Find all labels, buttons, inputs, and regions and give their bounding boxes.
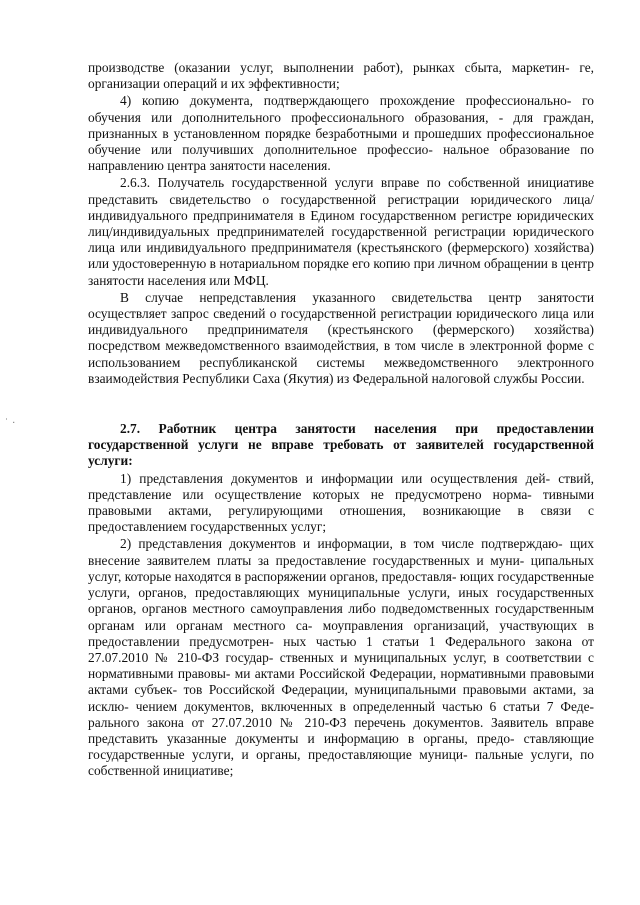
paragraph-non-submission: В случае непредставления указанного свидетельства центр занятости осуществляет запрос сведений о государственной регистрации юридического лица или индивидуального предпринимателя (крестьянского (фермерского) хозяйства) посредством межведомственного взаимодействия, в том числе в электронной форме с использованием республиканской системы межведомственного электронного взаимодействия Республики Саха (Якутия) из Федеральной налоговой службы России. bbox=[88, 289, 594, 386]
scan-artifact: ˙ · bbox=[4, 418, 16, 429]
paragraph-item-1: 1) представления документов и информации или осуществления дей- ствий, представление или осуществление которых не предусмотрено норма- тивными правовыми актами, регулирующими отношения, возникающие в связи с предоставлением государственных услуг; bbox=[88, 470, 594, 535]
paragraph-continuation: производстве (оказании услуг, выполнении работ), рынках сбыта, маркетин- ге, организации операций и их эффективности; bbox=[88, 60, 594, 92]
section-heading-2-7: 2.7. Работник центра занятости населения при предоставлении государственной услуги не вправе требовать от заявителей государственной услуги: bbox=[88, 421, 594, 469]
paragraph-item-4: 4) копию документа, подтверждающего прохождение профессионально- го обучения или дополнительного профессионального образования, - для граждан, признанных в установленном порядке безработными и прошедших профессиональное обучение или получивших дополнительное профессио- нальное образование по направлению центра занятости населения. bbox=[88, 93, 594, 174]
paragraph-2-6-3: 2.6.3. Получатель государственной услуги вправе по собственной инициативе представить свидетельство о государственной регистрации юридического лица/индивидуального предпринимателя в Едином государственном регистре юридических лиц/индивидуальных предпринимателей государственной регистрации юридического лица или индивидуального предпринимателя (крестьянского (фермерского) хозяйства) или удостоверенную в нотариальном порядке его копию при личном обращении в центр занятости населения или МФЦ. bbox=[88, 175, 594, 288]
paragraph-item-2: 2) представления документов и информации, в том числе подтверждаю- щих внесение заявителем платы за предоставление государственных и муни- ципальных услуг, которые находятся в распоряжении органов, предоставля- ющих государственные услуги, органов, предоставляющих муниципальные услуги, иных государственных органов, органов местного самоуправления либо подведомственных государственным органам или органам местного са- моуправления организаций, участвующих в предоставлении предусмотрен- ных частью 1 статьи 1 Федерального закона от 27.07.2010 № 210-ФЗ государ- ственных и муниципальных услуг, в соответствии с нормативными правовы- ми актами Российской Федерации, нормативными правовыми актами субъек- тов Российской Федерации, муниципальными правовыми актами, за исклю- чением документов, включенных в определенный частью 6 статьи 7 Феде- рального закона от 27.07.2010 № 210-ФЗ перечень документов. Заявитель вправе представить указанные документы и информацию в органы, предо- ставляющие государственные услуги, и органы, предоставляющие муници- пальные услуги, по собственной инициативе; bbox=[88, 536, 594, 779]
